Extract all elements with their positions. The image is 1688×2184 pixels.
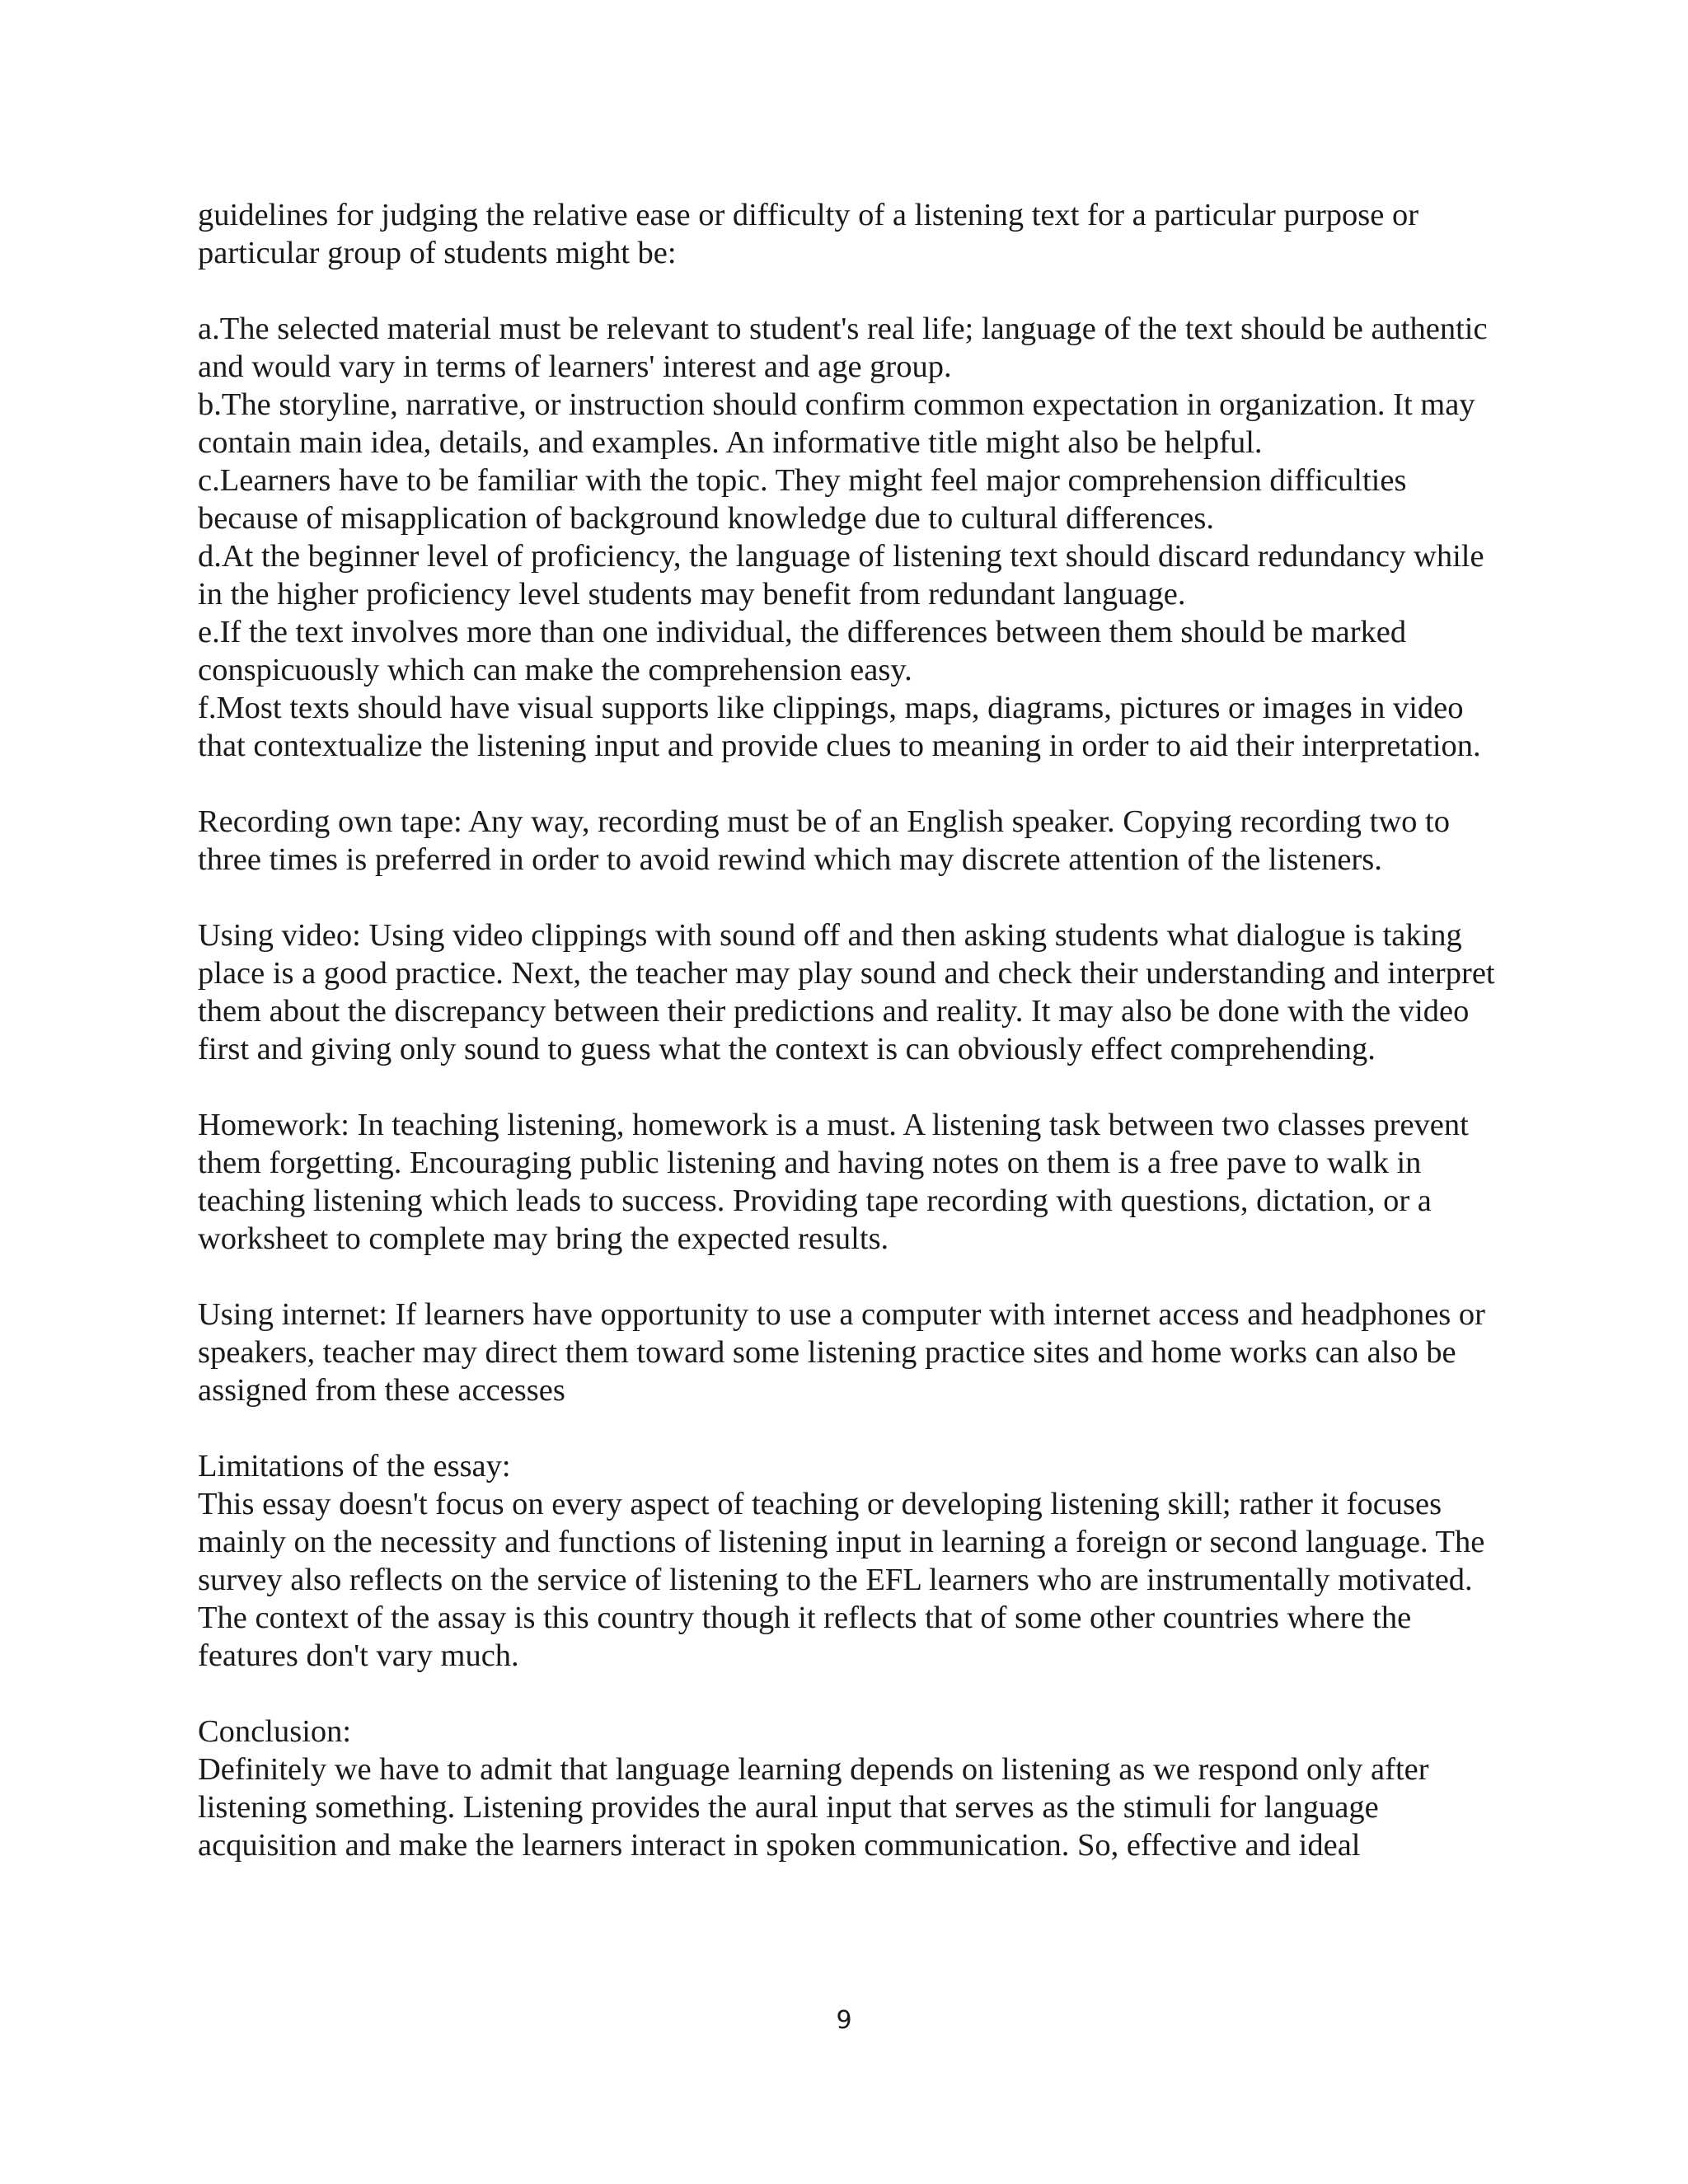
paragraph-spacer	[198, 1068, 1500, 1106]
conclusion-paragraph: Definitely we have to admit that language learning depends on listening as we respond only after listening something. Listening provides the aural input that serves as the stimuli for language acquisition and make the learners interact in spoken communication. So, effective and ideal	[198, 1752, 1429, 1863]
page-number: 9	[836, 2006, 852, 2035]
paragraph-spacer	[198, 272, 1500, 310]
using-internet-paragraph: Using internet: If learners have opportunity to use a computer with internet access and headphones or speakers, teacher may direct them toward some listening practice sites and home works can also be assigned from these accesses	[198, 1297, 1485, 1408]
using-video-paragraph: Using video: Using video clippings with sound off and then asking students what dialogue is taking place is a good practice. Next, the teacher may play sound and check their understanding and interpret them about the discrepancy between their predictions and reality. It may also be done with the video first and giving only sound to guess what the context is can obviously effect comprehending.	[198, 918, 1495, 1066]
conclusion-heading: Conclusion:	[198, 1714, 352, 1749]
recording-own-tape-paragraph: Recording own tape: Any way, recording must be of an English speaker. Copying recording two to three times is preferred in order to avoid rewind which may discrete attention of the listeners.	[198, 804, 1451, 877]
guideline-item-a: a.The selected material must be relevant to student's real life; language of the text should be authentic and would vary in terms of learners' interest and age group.	[198, 312, 1488, 384]
guideline-item-b: b.The storyline, narrative, or instruction should confirm common expectation in organization. It may contain main idea, details, and examples. An informative title might also be helpful.	[198, 387, 1475, 460]
page-body	[198, 196, 1500, 1864]
paragraph-spacer	[198, 1675, 1500, 1713]
limitations-heading: Limitations of the essay:	[198, 1449, 511, 1483]
intro-paragraph: guidelines for judging the relative ease or difficulty of a listening text for a particular purpose or particular group of students might be:	[198, 198, 1419, 270]
limitations-paragraph: This essay doesn't focus on every aspect of teaching or developing listening skill; rather it focuses mainly on the necessity and functions of listening input in learning a foreign or second language. The survey also reflects on the service of listening to the EFL learners who are instrumentally motivated. The context of the assay is this country though it reflects that of some other countries where the features don't vary much.	[198, 1487, 1485, 1673]
homework-paragraph: Homework: In teaching listening, homework is a must. A listening task between two classes prevent them forgetting. Encouraging public listening and having notes on them is a free pave to walk in teaching listening which leads to success. Providing tape recording with questions, dictation, or a worksheet to complete may bring the expected results.	[198, 1108, 1469, 1256]
paragraph-spacer	[198, 879, 1500, 916]
guideline-item-f: f.Most texts should have visual supports like clippings, maps, diagrams, pictures or images in video that contextualize the listening input and provide clues to meaning in order to aid their interpretation.	[198, 691, 1481, 763]
paragraph-spacer	[198, 1409, 1500, 1447]
paragraph-spacer	[198, 765, 1500, 803]
guideline-item-e: e.If the text involves more than one individual, the differences between them should be marked conspicuously which can make the comprehension easy.	[198, 615, 1407, 687]
guideline-item-d: d.At the beginner level of proficiency, the language of listening text should discard redundancy while in the higher proficiency level students may benefit from redundant language.	[198, 539, 1484, 612]
paragraph-spacer	[198, 1258, 1500, 1296]
guideline-item-c: c.Learners have to be familiar with the topic. They might feel major comprehension difficulties because of misapplication of background knowledge due to cultural differences.	[198, 463, 1407, 536]
